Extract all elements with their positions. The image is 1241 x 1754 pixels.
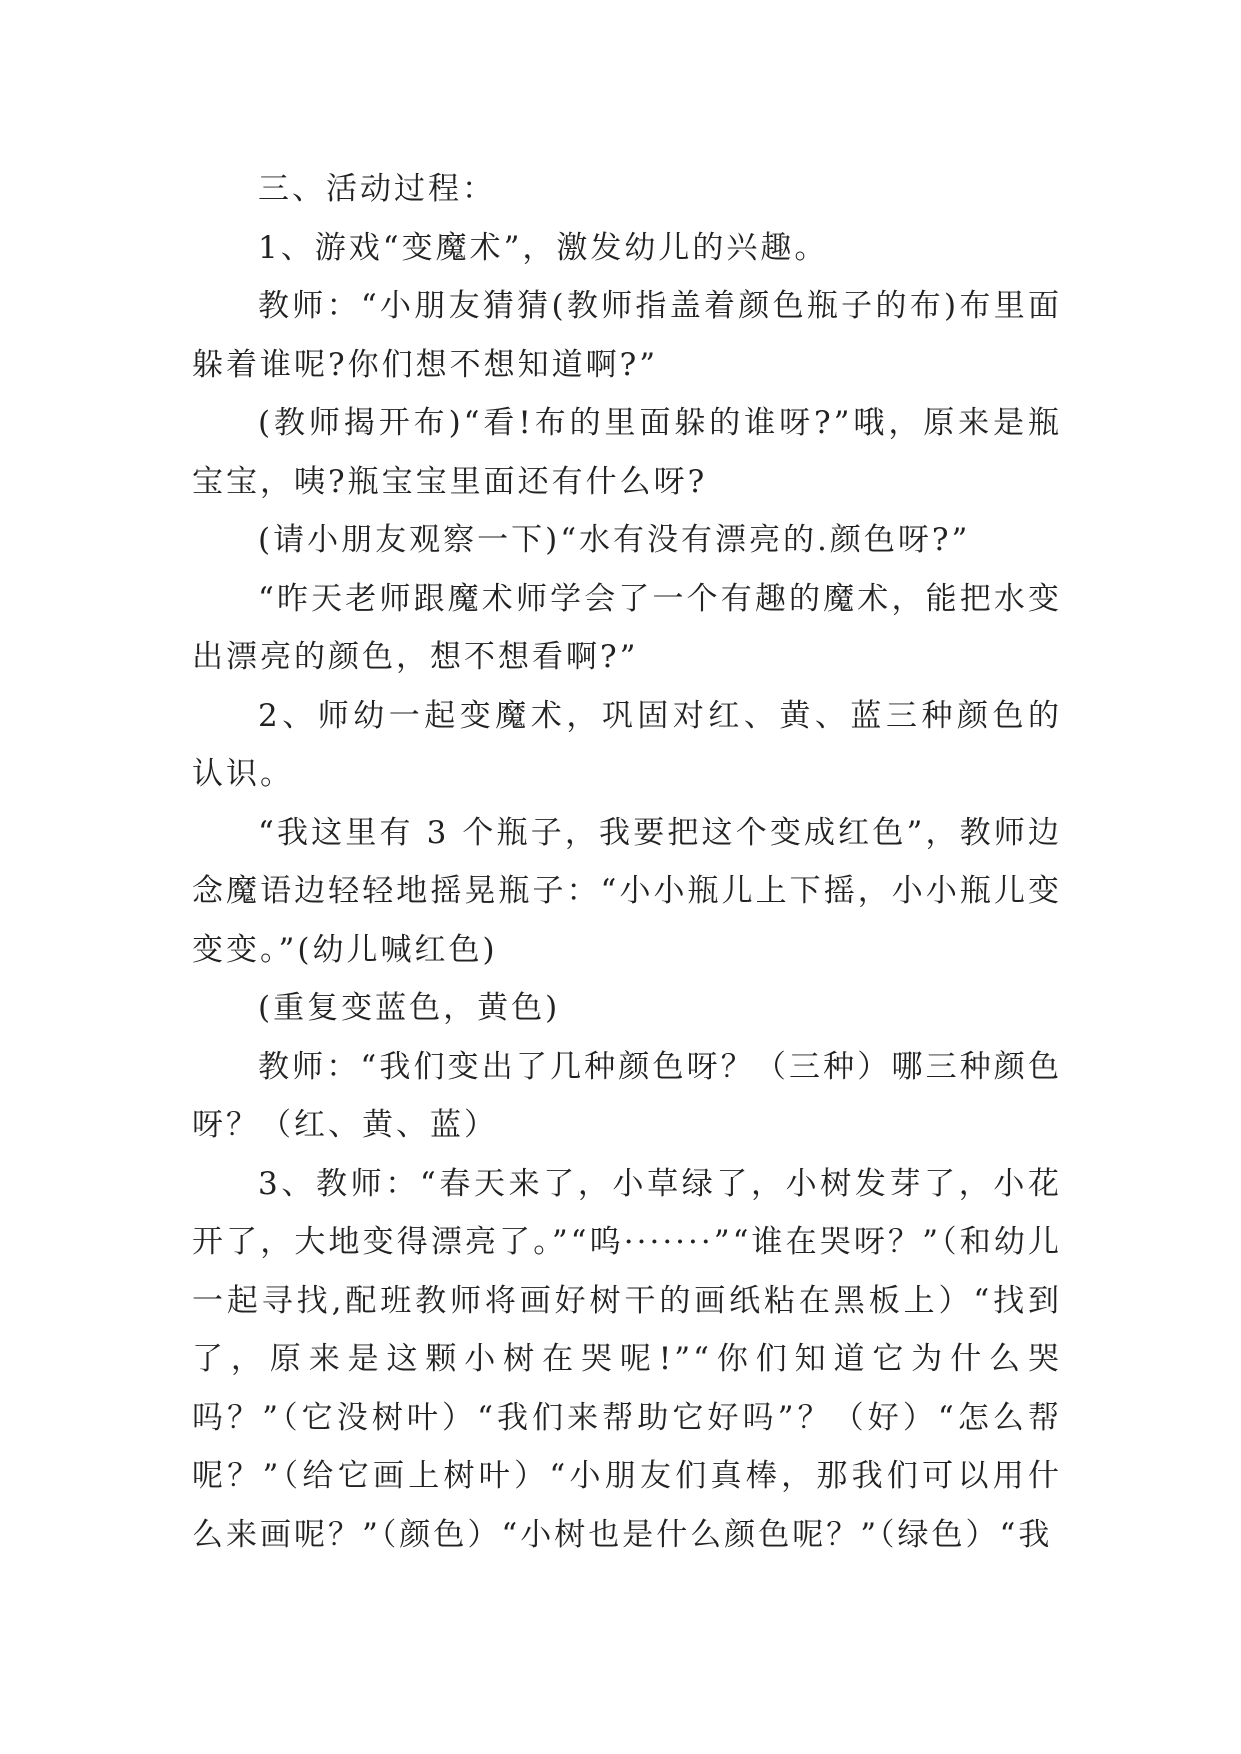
paragraph: “昨天老师跟魔术师学会了一个有趣的魔术，能把水变出漂亮的颜色，想不想看啊?” [192,580,1062,675]
paragraph: “我这里有 3 个瓶子，我要把这个变成红色”，教师边念魔语边轻轻地摇晃瓶子：“小小瓶儿上下摇，小小瓶儿变变变。”(幼儿喊红色) [192,814,1062,968]
document-body [192,160,1062,1564]
paragraph: 教师：“我们变出了几种颜色呀？（三种）哪三种颜色呀？（红、黄、蓝） [192,1048,1062,1143]
section-heading: 三、活动过程： [258,171,496,207]
step-2-heading: 2、师幼一起变魔术，巩固对红、黄、蓝三种颜色的认识。 [192,697,1062,792]
paragraph: (重复变蓝色，黄色) [258,990,561,1026]
paragraph: (教师揭开布)“看!布的里面躲的谁呀?”哦，原来是瓶宝宝，咦?瓶宝宝里面还有什么呀? [192,405,1062,500]
paragraph: 教师：“小朋友猜猜(教师指盖着颜色瓶子的布)布里面躲着谁呢?你们想不想知道啊?” [192,288,1062,383]
step-1-heading: 1、游戏“变魔术”，激发幼儿的兴趣。 [258,229,829,266]
step-3-paragraph: 3、教师：“春天来了，小草绿了，小树发芽了，小花开了，大地变得漂亮了。”“呜·······”“谁在哭呀？”（和幼儿一起寻找,配班教师将画好树干的画纸粘在黑板上）“找到了，原来是这颗小树在哭呢!”“你们知道它为什么哭吗？”（它没树叶）“我们来帮助它好吗”？（好）“怎么帮呢？”（给它画上树叶）“小朋友们真棒，那我们可以用什么来画呢？”（颜色）“小树也是什么颜色呢？”（绿色）“我 [192,1165,1062,1553]
paragraph: (请小朋友观察一下)“水有没有漂亮的.颜色呀?” [258,522,971,558]
